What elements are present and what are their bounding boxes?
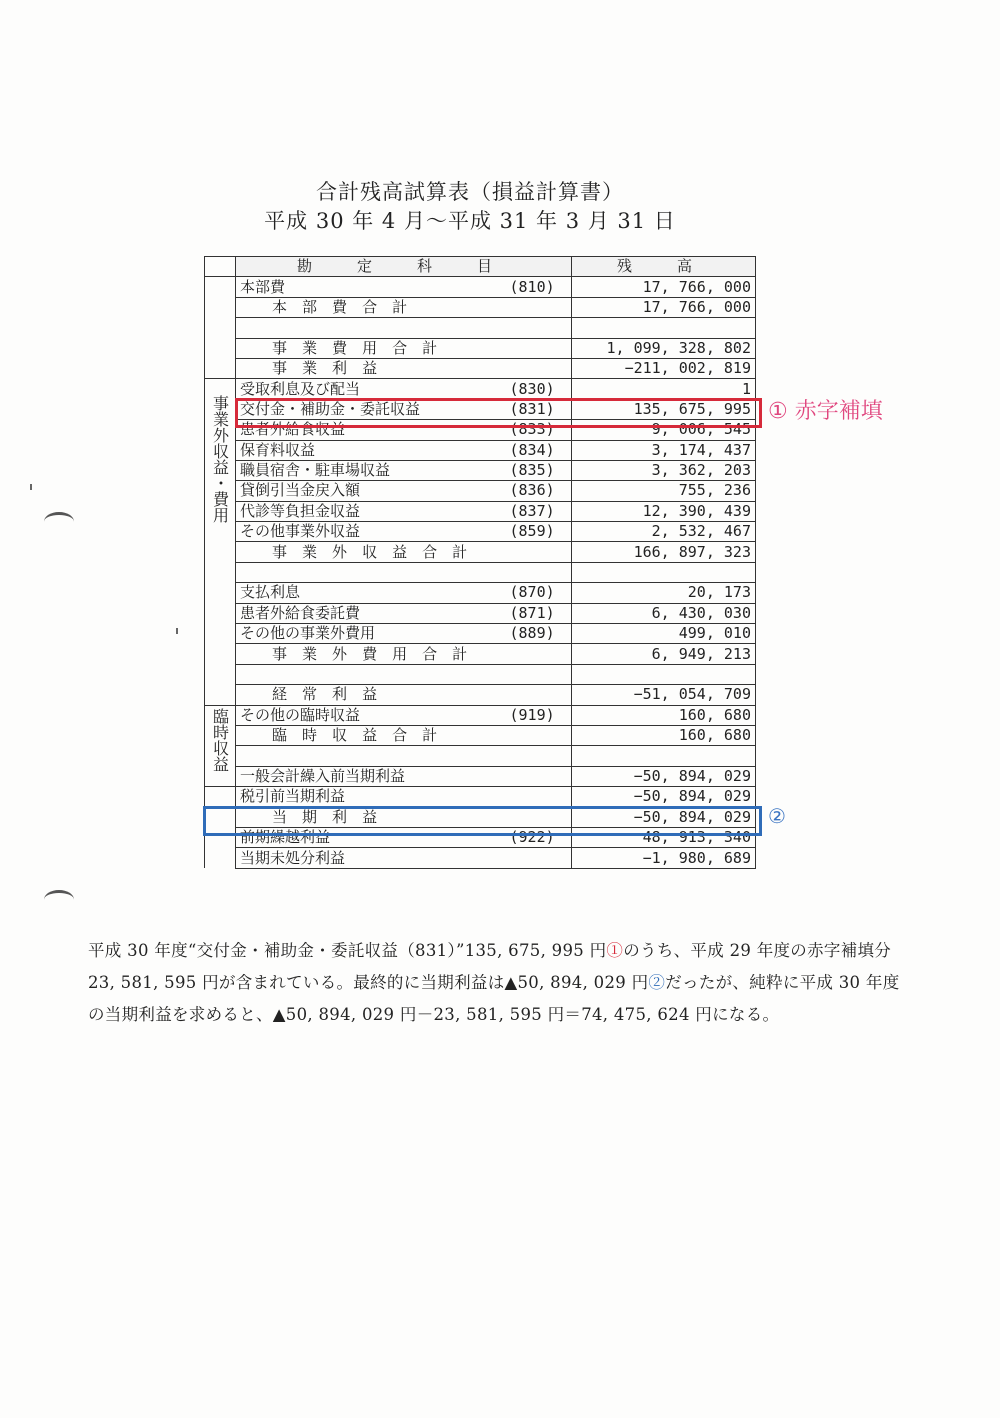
table-row	[205, 746, 756, 766]
table-row: 事 業 外 費 用 合 計 6, 949, 213	[205, 644, 756, 664]
punch-hole-bottom	[44, 890, 74, 909]
table-row	[205, 318, 756, 338]
table-row	[205, 664, 756, 684]
table-row: 代診等負担金収益 (837) 12, 390, 439	[205, 501, 756, 521]
marker-2: ②	[648, 973, 666, 992]
punch-hole-top	[44, 512, 74, 531]
table-row: 保育料収益 (834) 3, 174, 437	[205, 440, 756, 460]
table-row: 事業外収益・費用 受取利息及び配当 (830) 1	[205, 379, 756, 399]
table-row: 臨時収益 その他の臨時収益 (919) 160, 680	[205, 705, 756, 725]
section-label-extraordinary: 臨時収益	[205, 705, 236, 787]
section-label-non-operating: 事業外収益・費用	[205, 379, 236, 705]
table-row: その他の事業外費用 (889) 499, 010	[205, 624, 756, 644]
scan-cutoff	[204, 872, 755, 880]
table-row: 事 業 外 収 益 合 計 166, 897, 323	[205, 542, 756, 562]
blue-marker: ②	[768, 804, 786, 828]
red-note: 赤字補填	[794, 399, 883, 424]
income-statement-table	[204, 256, 756, 869]
table-row: その他事業外収益 (859) 2, 532, 467	[205, 522, 756, 542]
highlight-box-red	[235, 398, 762, 428]
highlight-box-blue	[203, 806, 762, 836]
scan-speck	[176, 628, 178, 634]
table-row: 経 常 利 益 −51, 054, 709	[205, 685, 756, 705]
blue-annotation	[768, 804, 786, 828]
table-row: 当 期 利 益 −50, 894, 029	[205, 807, 756, 827]
header-balance: 残 高	[572, 257, 756, 277]
red-marker: ①	[768, 399, 788, 424]
explanation-paragraph: 平成 30 年度“交付金・補助金・委託収益（831）”135, 675, 995 円①のうち、平成 29 年度の赤字補填分 23, 581, 595 円が含まれている。最終的に当期利益は▲50, 894, 029 円②だったが、純粋に平成 30 年度の当期利益を求めると、▲50, 894, 029 円－23, 581, 595 円＝74, 475, 624 円になる。	[88, 941, 900, 1024]
table-row: 本部費 (810) 17, 766, 000	[205, 277, 756, 297]
table-row: 臨 時 収 益 合 計 160, 680	[205, 725, 756, 745]
table-row: 一般会計繰入前当期利益 −50, 894, 029	[205, 766, 756, 786]
header-account: 勘 定 科 目	[236, 257, 572, 277]
red-annotation	[768, 394, 883, 425]
table-header-row	[205, 257, 756, 277]
table-row: 本 部 費 合 計 17, 766, 000	[205, 297, 756, 317]
table-row: 前期繰越利益 (922) 48, 913, 340	[205, 827, 756, 847]
table-row: 税引前当期利益 −50, 894, 029	[205, 787, 756, 807]
table-row: 患者外給食委託費 (871) 6, 430, 030	[205, 603, 756, 623]
table-row: 事 業 費 用 合 計 1, 099, 328, 802	[205, 338, 756, 358]
table-row: 職員宿舎・駐車場収益 (835) 3, 362, 203	[205, 460, 756, 480]
table-row: 患者外給食収益 (833) 9, 006, 545	[205, 420, 756, 440]
table-row: 事 業 利 益 −211, 002, 819	[205, 358, 756, 378]
table-row: 当期未処分利益 −1, 980, 689	[205, 848, 756, 868]
table-row: 貸倒引当金戻入額 (836) 755, 236	[205, 481, 756, 501]
table-row: 支払利息 (870) 20, 173	[205, 583, 756, 603]
table-row	[205, 562, 756, 582]
document-period: 平成 30 年 4 月～平成 31 年 3 月 31 日	[264, 209, 676, 233]
scan-speck	[30, 484, 32, 490]
table-row: 交付金・補助金・委託収益 (831) 135, 675, 995	[205, 399, 756, 419]
document-title: 合計残高試算表（損益計算書）	[316, 180, 624, 204]
marker-1: ①	[606, 941, 624, 960]
